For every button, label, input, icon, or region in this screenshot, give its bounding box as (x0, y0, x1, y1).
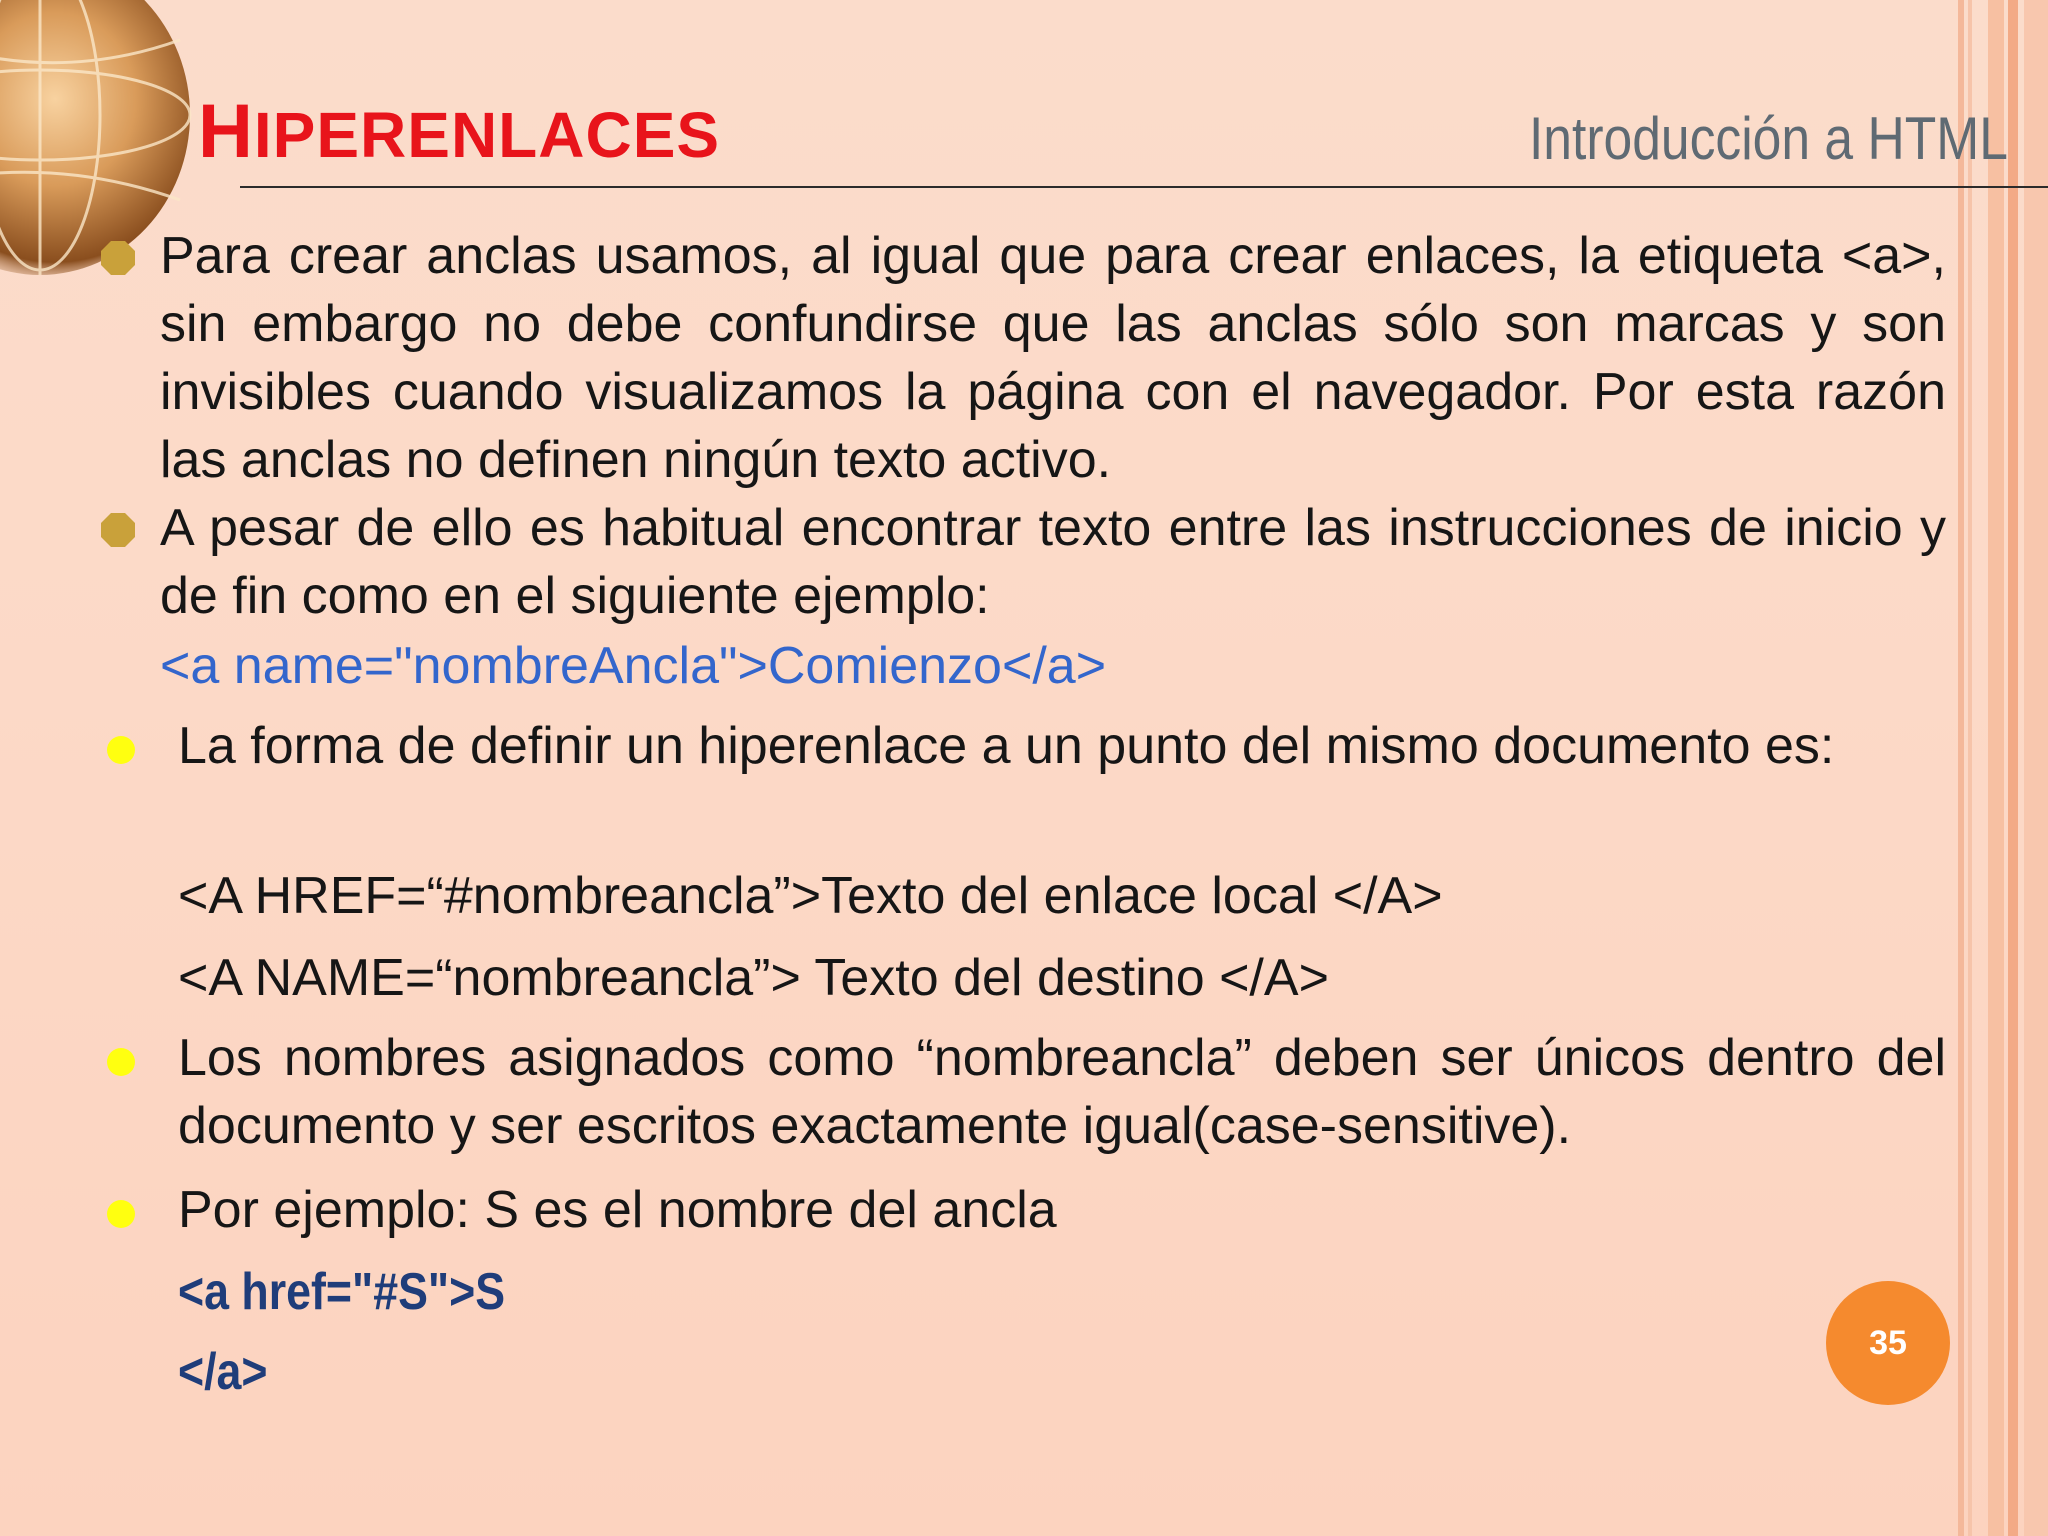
slide-subtitle: Introducción a HTML (1529, 105, 2008, 172)
bullet-text-2: A pesar de ello es habitual encontrar texto entre las instrucciones de inicio y de fin como en el siguiente ejemplo: (160, 499, 1946, 625)
code-example-href-s: <a href="#S">S (178, 1263, 506, 1321)
code-line-href: <A HREF=“#nombreancla”>Texto del enlace local </A> (178, 867, 1443, 925)
code-example-close-a: </a> (178, 1343, 268, 1401)
dot-bullet-icon (107, 1048, 135, 1076)
title-rest: IPERENLACES (253, 99, 721, 171)
title-first-letter: H (198, 89, 254, 174)
bullet-text-5: Por ejemplo: S es el nombre del ancla (178, 1181, 1057, 1239)
octagon-bullet-icon (100, 512, 136, 548)
header-divider (240, 186, 2048, 188)
dot-bullet-icon (107, 736, 135, 764)
page-number-badge: 35 (1826, 1281, 1950, 1405)
octagon-bullet-icon (100, 240, 136, 276)
bullet-text-3: La forma de definir un hiperenlace a un punto del mismo documento es: (178, 717, 1835, 775)
page-title (198, 88, 720, 175)
bullet-text-1: Para crear anclas usamos, al igual que para crear enlaces, la etiqueta <a>, sin embargo no debe confundirse que las anclas sólo son marcas y son invisibles cuando visualizamos la página con el navegador. Por esta razón las anclas no definen ningún texto activo. (160, 227, 1946, 489)
code-example-anchor: <a name="nombreAncla">Comienzo</a> (160, 637, 1107, 695)
bullet-text-4: Los nombres asignados como “nombreancla” deben ser únicos dentro del documento y ser escritos exactamente igual(case-sensitive). (178, 1029, 1946, 1155)
right-decorative-stripes (1958, 0, 2048, 1536)
code-line-name: <A NAME=“nombreancla”> Texto del destino </A> (178, 949, 1329, 1007)
dot-bullet-icon (107, 1200, 135, 1228)
